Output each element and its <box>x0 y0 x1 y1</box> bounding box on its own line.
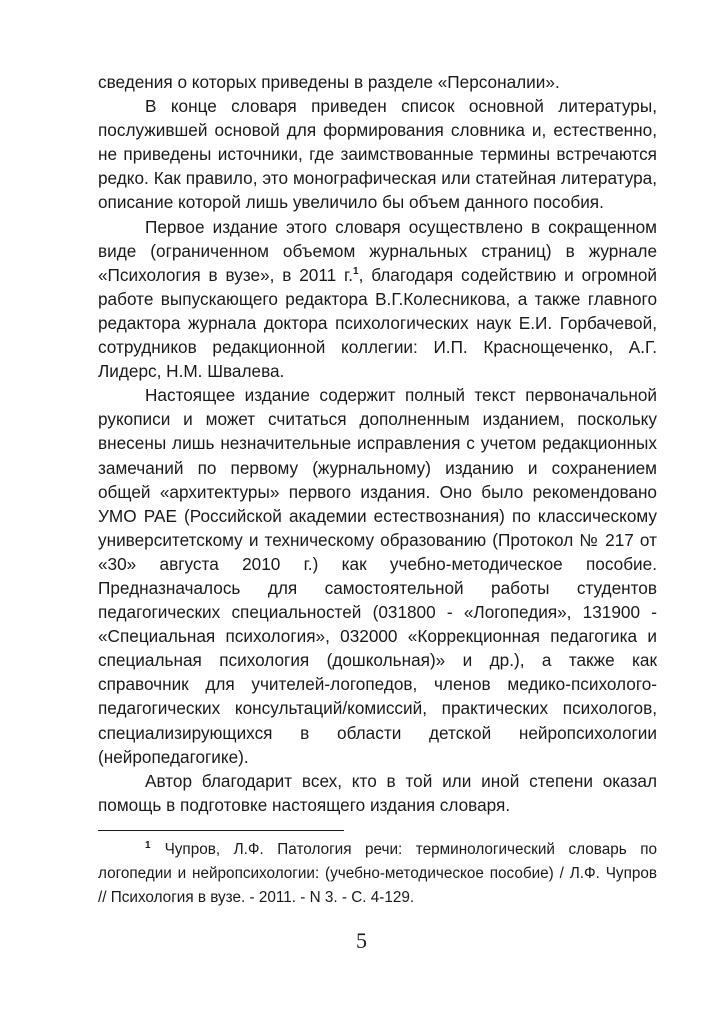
page-number: 5 <box>356 928 367 953</box>
first-edition-text-after: , благодаря содействию и огромной работе выпускающего редактора В.Г.Колесникова, а также главного редактора журнала доктора психологических наук Е.И. Горбачевой, сотрудников редакционной коллегии: И.П. Краснощеченко, А.Г. Лидерс, Н.М. Швалева. <box>98 264 657 382</box>
footnote <box>98 838 657 910</box>
footnote-separator <box>98 830 344 831</box>
footnote-text: Чупров, Л.Ф. Патология речи: терминологический словарь по логопедии и нейропсихологии: (учебно-методическое пособие) / Л.Ф. Чупров // Психология в вузе. - 2011. - N 3. - С. 4-129. <box>98 841 657 906</box>
first-edition-text-before: Первое издание этого словаря осуществлено в сокращенном виде (ограниченном объемом журнальных страниц) в журнале «Психология в вузе», в 2011 г. <box>98 216 657 285</box>
body-text <box>98 70 657 817</box>
footnote-reference[interactable]: 1 <box>353 265 359 277</box>
footnote-mark: 1 <box>145 840 151 851</box>
paragraph-first-edition <box>98 215 657 384</box>
paragraph-acknowledgement: Автор благодарит всех, кто в той или иной степени оказал помощь в подготовке настоящего издания словаря. <box>98 770 657 815</box>
paragraph-continuation: сведения о которых приведены в разделе «Персоналии». <box>98 72 560 92</box>
footnote-body <box>98 838 657 910</box>
paragraph-literature: В конце словаря приведен список основной литературы, послужившей основой для формирования словника и, естественно, не приведены источники, где заимствованные термины встречаются редко. Как правило, это монографическая или статейная литература, описание которой лишь увеличило бы объем данного пособия. <box>98 96 657 213</box>
paragraph-current-edition: Настоящее издание содержит полный текст первоначальной рукописи и может считаться дополненным изданием, поскольку внесены лишь незначительные исправления с учетом редакционных замечаний по первому (журнальному) изданию и сохранением общей «архитектуры» первого издания. Оно было рекомендовано УМО РАЕ (Российской академии естествознания) по классическому университетскому и техническому образованию (Протокол № 217 от «30» августа 2010 г.) как учебно-методическое пособие. Предназначалось для самостоятельной работы студентов педагогических специальностей (031800 - «Логопедия», 131900 - «Специальная психология», 032000 «Коррекционная педагогика и специальная психология (дошкольная)» и др.), а также как справочник для учителей-логопедов, членов медико-психолого-педагогических консультаций/комиссий, практических психологов, специализирующихся в области детской нейропсихологии (нейропедагогике). <box>98 385 657 767</box>
